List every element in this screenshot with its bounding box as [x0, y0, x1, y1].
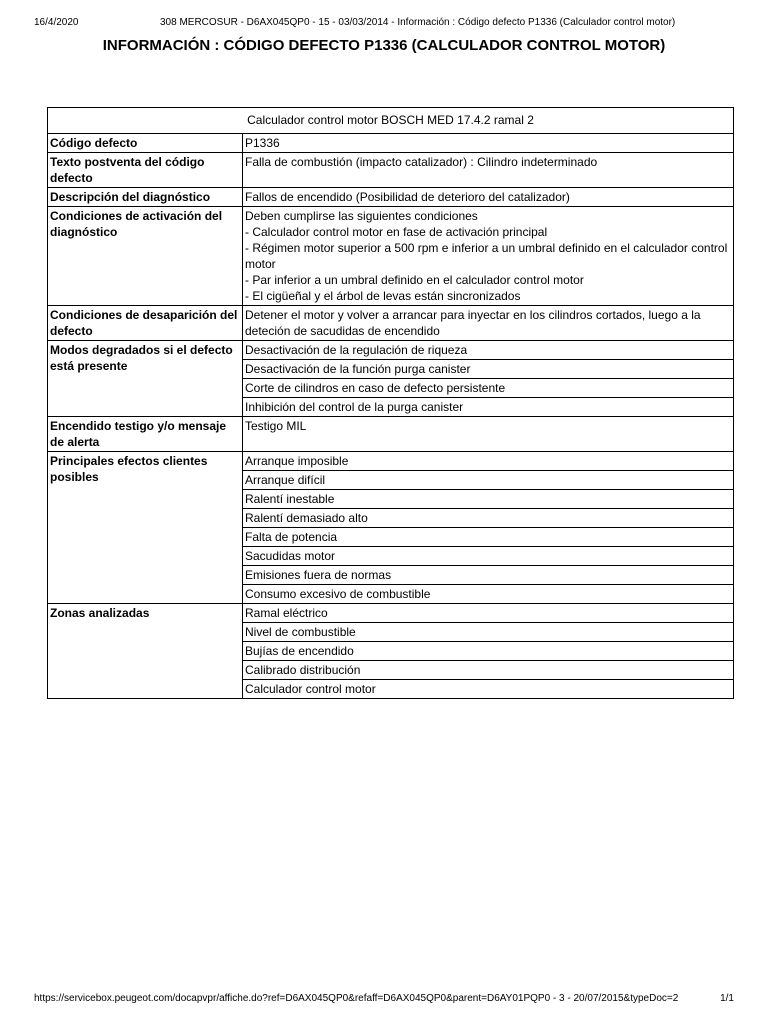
- activacion-line: Deben cumplirse las siguientes condiciones: [245, 209, 478, 223]
- zonas-value: Ramal eléctrico: [243, 604, 734, 623]
- print-header-title: 308 MERCOSUR - D6AX045QP0 - 15 - 03/03/2014 - Información : Código defecto P1336 (Calculador control motor): [160, 17, 676, 28]
- descripcion-label: Descripción del diagnóstico: [48, 188, 243, 207]
- print-footer-url: https://servicebox.peugeot.com/docapvpr/affiche.do?ref=D6AX045QP0&refaff=D6AX045QP0&parent=D6AY01PQP0 - 3 - 20/07/2015&typeDoc=2: [34, 993, 679, 1004]
- table-row: [48, 306, 734, 341]
- efectos-value: Arranque difícil: [243, 471, 734, 490]
- modos-value: Desactivación de la regulación de riqueza: [243, 341, 734, 360]
- print-footer-page: 1/1: [720, 993, 734, 1004]
- table-row: [48, 417, 734, 452]
- zonas-value: Nivel de combustible: [243, 623, 734, 642]
- diagnostic-table: [47, 107, 734, 699]
- zonas-value: Calculador control motor: [243, 680, 734, 699]
- codigo-value: P1336: [243, 134, 734, 153]
- modos-value: Desactivación de la función purga canister: [243, 360, 734, 379]
- efectos-value: Ralentí demasiado alto: [243, 509, 734, 528]
- table-row: [48, 207, 734, 306]
- activacion-value: [243, 207, 734, 306]
- efectos-value: Ralentí inestable: [243, 490, 734, 509]
- table-row: [48, 452, 734, 471]
- table-caption-row: [48, 108, 734, 134]
- activacion-line: - El cigüeñal y el árbol de levas están sincronizados: [245, 289, 521, 303]
- table-row: [48, 134, 734, 153]
- efectos-label: Principales efectos clientes posibles: [48, 452, 243, 604]
- table-row: [48, 153, 734, 188]
- descripcion-value: Fallos de encendido (Posibilidad de deterioro del catalizador): [243, 188, 734, 207]
- activacion-line: - Régimen motor superior a 500 rpm e inferior a un umbral definido en el calculador control motor: [245, 241, 728, 271]
- activacion-line: - Par inferior a un umbral definido en el calculador control motor: [245, 273, 584, 287]
- zonas-value: Bujías de encendido: [243, 642, 734, 661]
- codigo-label: Código defecto: [48, 134, 243, 153]
- efectos-value: Falta de potencia: [243, 528, 734, 547]
- efectos-value: Consumo excesivo de combustible: [243, 585, 734, 604]
- efectos-value: Sacudidas motor: [243, 547, 734, 566]
- texto-label: Texto postventa del código defecto: [48, 153, 243, 188]
- page-title: INFORMACIÓN : CÓDIGO DEFECTO P1336 (CALCULADOR CONTROL MOTOR): [102, 37, 666, 54]
- efectos-value: Arranque imposible: [243, 452, 734, 471]
- zonas-value: Calibrado distribución: [243, 661, 734, 680]
- activacion-line: - Calculador control motor en fase de activación principal: [245, 225, 548, 239]
- zonas-label: Zonas analizadas: [48, 604, 243, 699]
- table-caption: Calculador control motor BOSCH MED 17.4.2 ramal 2: [48, 108, 734, 134]
- print-header-date: 16/4/2020: [34, 17, 79, 28]
- efectos-value: Emisiones fuera de normas: [243, 566, 734, 585]
- modos-label: Modos degradados si el defecto está presente: [48, 341, 243, 417]
- activacion-label: Condiciones de activación del diagnóstico: [48, 207, 243, 306]
- modos-value: Inhibición del control de la purga canister: [243, 398, 734, 417]
- table-row: [48, 604, 734, 623]
- testigo-label: Encendido testigo y/o mensaje de alerta: [48, 417, 243, 452]
- table-row: [48, 188, 734, 207]
- table-row: [48, 341, 734, 360]
- desaparicion-value: Detener el motor y volver a arrancar para inyectar en los cilindros cortados, luego a la deteción de sacudidas de encendido: [243, 306, 734, 341]
- testigo-value: Testigo MIL: [243, 417, 734, 452]
- modos-value: Corte de cilindros en caso de defecto persistente: [243, 379, 734, 398]
- desaparicion-label: Condiciones de desaparición del defecto: [48, 306, 243, 341]
- texto-value: Falla de combustión (impacto catalizador) : Cilindro indeterminado: [243, 153, 734, 188]
